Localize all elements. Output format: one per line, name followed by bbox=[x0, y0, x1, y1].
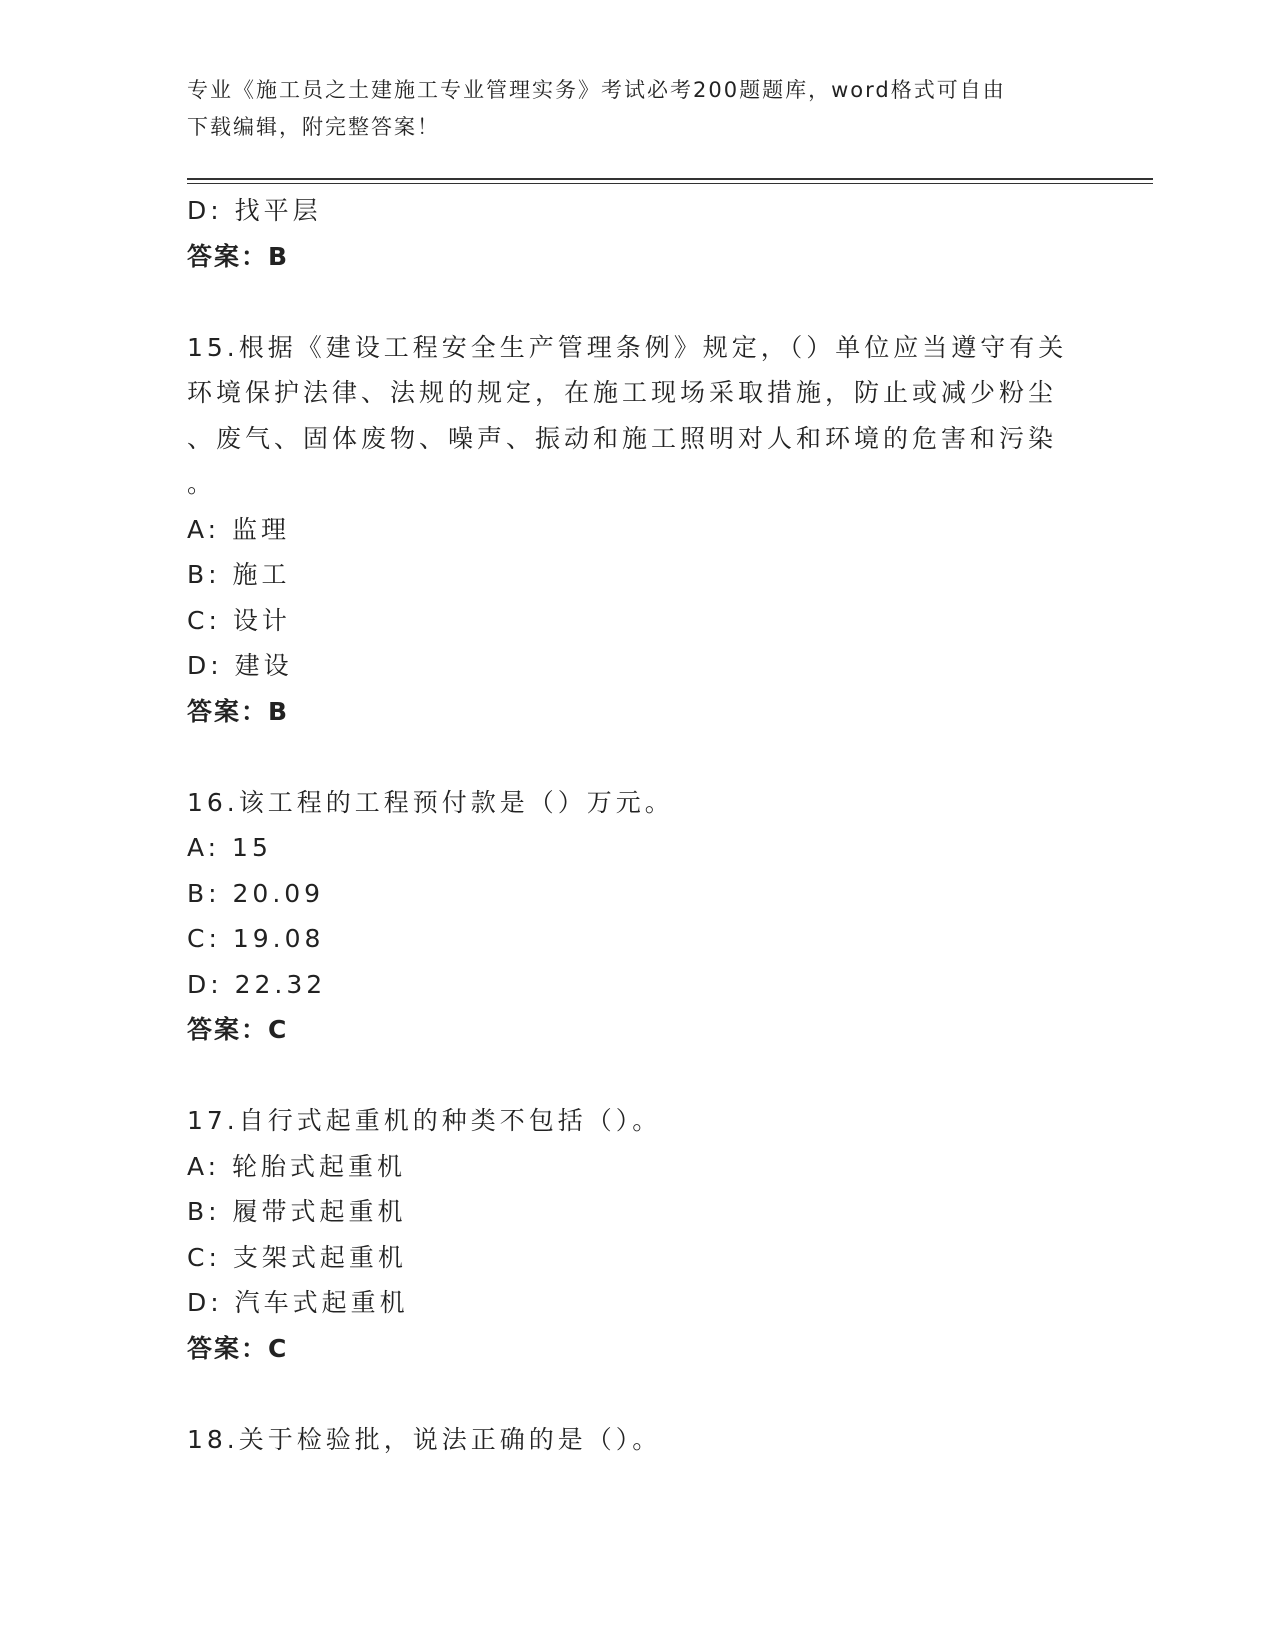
question-text-line: 16.该工程的工程预付款是（）万元。 bbox=[187, 787, 674, 817]
header-divider-thin bbox=[187, 183, 1153, 184]
option-d: D: 汽车式起重机 bbox=[187, 1288, 409, 1317]
option-a: A: 轮胎式起重机 bbox=[187, 1151, 407, 1181]
option-c: C: 支架式起重机 bbox=[187, 1242, 407, 1272]
question-text-line: 18.关于检验批，说法正确的是（）。 bbox=[187, 1424, 662, 1454]
question-list bbox=[187, 188, 1087, 1462]
spacer bbox=[187, 1371, 1087, 1417]
question-text-line: 15.根据《建设工程安全生产管理条例》规定，（）单位应当遵守有关 bbox=[187, 332, 1068, 362]
answer: 答案：B bbox=[187, 696, 290, 726]
question-16 bbox=[187, 780, 1087, 1053]
option-b: B: 履带式起重机 bbox=[187, 1197, 407, 1226]
option-d: D: 22.32 bbox=[187, 969, 327, 999]
question-text-line: 。 bbox=[187, 469, 217, 498]
document-header bbox=[187, 72, 1067, 146]
spacer bbox=[187, 734, 1087, 780]
question-18 bbox=[187, 1417, 1087, 1463]
option-d: D: 找平层 bbox=[187, 196, 322, 225]
option-a: A: 15 bbox=[187, 833, 272, 862]
spacer bbox=[187, 279, 1087, 325]
question-text-line: 、废气、固体废物、噪声、振动和施工照明对人和环境的危害和污染 bbox=[187, 423, 1058, 453]
question-17 bbox=[187, 1098, 1087, 1371]
option-b: B: 施工 bbox=[187, 560, 291, 589]
option-b: B: 20.09 bbox=[187, 878, 325, 908]
header-divider-thick bbox=[187, 178, 1153, 180]
answer: 答案：C bbox=[187, 1015, 289, 1044]
option-c: C: 设计 bbox=[187, 605, 291, 635]
header-line-1: 专业《施工员之土建施工专业管理实务》考试必考200题题库，word格式可自由 bbox=[187, 78, 1006, 102]
question-text-line: 环境保护法律、法规的规定，在施工现场采取措施，防止或减少粉尘 bbox=[187, 378, 1058, 407]
header-line-2: 下载编辑，附完整答案！ bbox=[187, 115, 440, 139]
answer: 答案：C bbox=[187, 1333, 289, 1363]
question-text-line: 17.自行式起重机的种类不包括（）。 bbox=[187, 1106, 662, 1135]
spacer bbox=[187, 1053, 1087, 1099]
option-a: A: 监理 bbox=[187, 514, 291, 544]
option-d: D: 建设 bbox=[187, 651, 293, 680]
question-15 bbox=[187, 325, 1087, 735]
answer: 答案：B bbox=[187, 241, 290, 271]
option-c: C: 19.08 bbox=[187, 924, 325, 953]
